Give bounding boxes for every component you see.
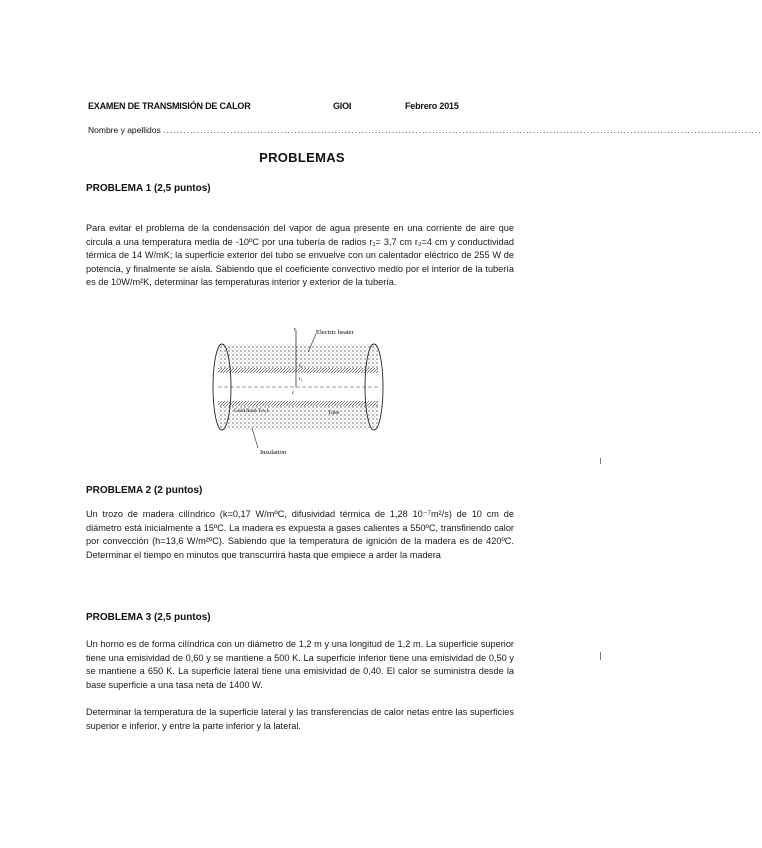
exam-date: Febrero 2015 — [405, 101, 459, 111]
problem-3-text-2: Determinar la temperatura de la superficie lateral y las transferencias de calor netas entre las superficies superior e inferior, y entre la parte inferior y la lateral. — [86, 707, 514, 731]
name-fill-dots: .................................................................................................................................................................................. — [163, 125, 762, 135]
problem-2-heading: PROBLEMA 2 (2 puntos) — [86, 485, 203, 496]
problem-2-text: Un trozo de madera cilíndrico (k=0,17 W/mºC, difusividad térmica de 1,28 10⁻⁷m²/s) de 10 cm de diámetro está inicialmente a 15ºC. La madera es expuesta a gases calientes a 550ºC, transfiriendo calor por convección (h=13,6 W/m²ºC). Sabiendo que la temperatura de ignición de la madera es de 420ºC. Determinar el tiempo en minutos que transcurrirá hasta que empiece a arder la madera — [86, 509, 514, 560]
insulation-top — [218, 344, 378, 370]
problem-1-heading: PROBLEMA 1 (2,5 puntos) — [86, 183, 211, 194]
scan-mark — [600, 458, 601, 464]
scan-mark — [600, 652, 601, 660]
name-line — [88, 125, 762, 135]
exam-title: EXAMEN DE TRANSMISIÓN DE CALOR — [88, 101, 251, 111]
fluid-label: Cold fluid T∞,1 — [234, 408, 270, 414]
problem-3-heading: PROBLEMA 3 (2,5 puntos) — [86, 612, 211, 623]
problem-1-text: Para evitar el problema de la condensación del vapor de agua presente en una corriente de aire que circula a una temperatura media de -10ºC por una tubería de radios r₁= 3,7 cm r₂=4 cm y conductividad térmica de 14 W/mK; la superficie exterior del tubo se envuelve con un calentador eléctrico de 255 W de potencia, y finalmente se aísla. Sabiendo que el coeficiente convectivo medio por el interior de la tubería es de 10W/m²K, determinar las temperaturas interior y exterior de la tubería. — [86, 223, 514, 288]
insulation-leader — [252, 428, 258, 448]
heater-label: Electric heater — [316, 329, 354, 336]
problem-3-text: Un horno es de forma cilíndrica con un diámetro de 1,2 m y una longitud de 1,2 m. La superficie superior tiene una emisividad de 0,60 y se mantiene a 500 K. La superficie inferior tiene una emisividad de 0,50 y se mantiene a 650 K. La superficie lateral tiene una emisividad de 0,40. El calor se suministra desde la base superficie a una tasa neta de 1400 W. — [86, 639, 514, 690]
insulation-label: Insulation — [260, 449, 286, 456]
name-label: Nombre y apellidos — [88, 125, 161, 135]
pipe-wall-top — [218, 368, 378, 373]
course-code: GIOI — [333, 101, 352, 111]
r1-label: r₁ — [299, 376, 303, 382]
c-label: c — [292, 390, 295, 396]
r2-label: r₂ — [299, 363, 303, 369]
page-title: PROBLEMAS — [259, 150, 345, 165]
wall-label: Tubo — [328, 410, 340, 416]
pipe-figure — [208, 322, 388, 460]
pipe-wall-bottom — [218, 401, 378, 406]
axis-label: r — [294, 327, 296, 333]
